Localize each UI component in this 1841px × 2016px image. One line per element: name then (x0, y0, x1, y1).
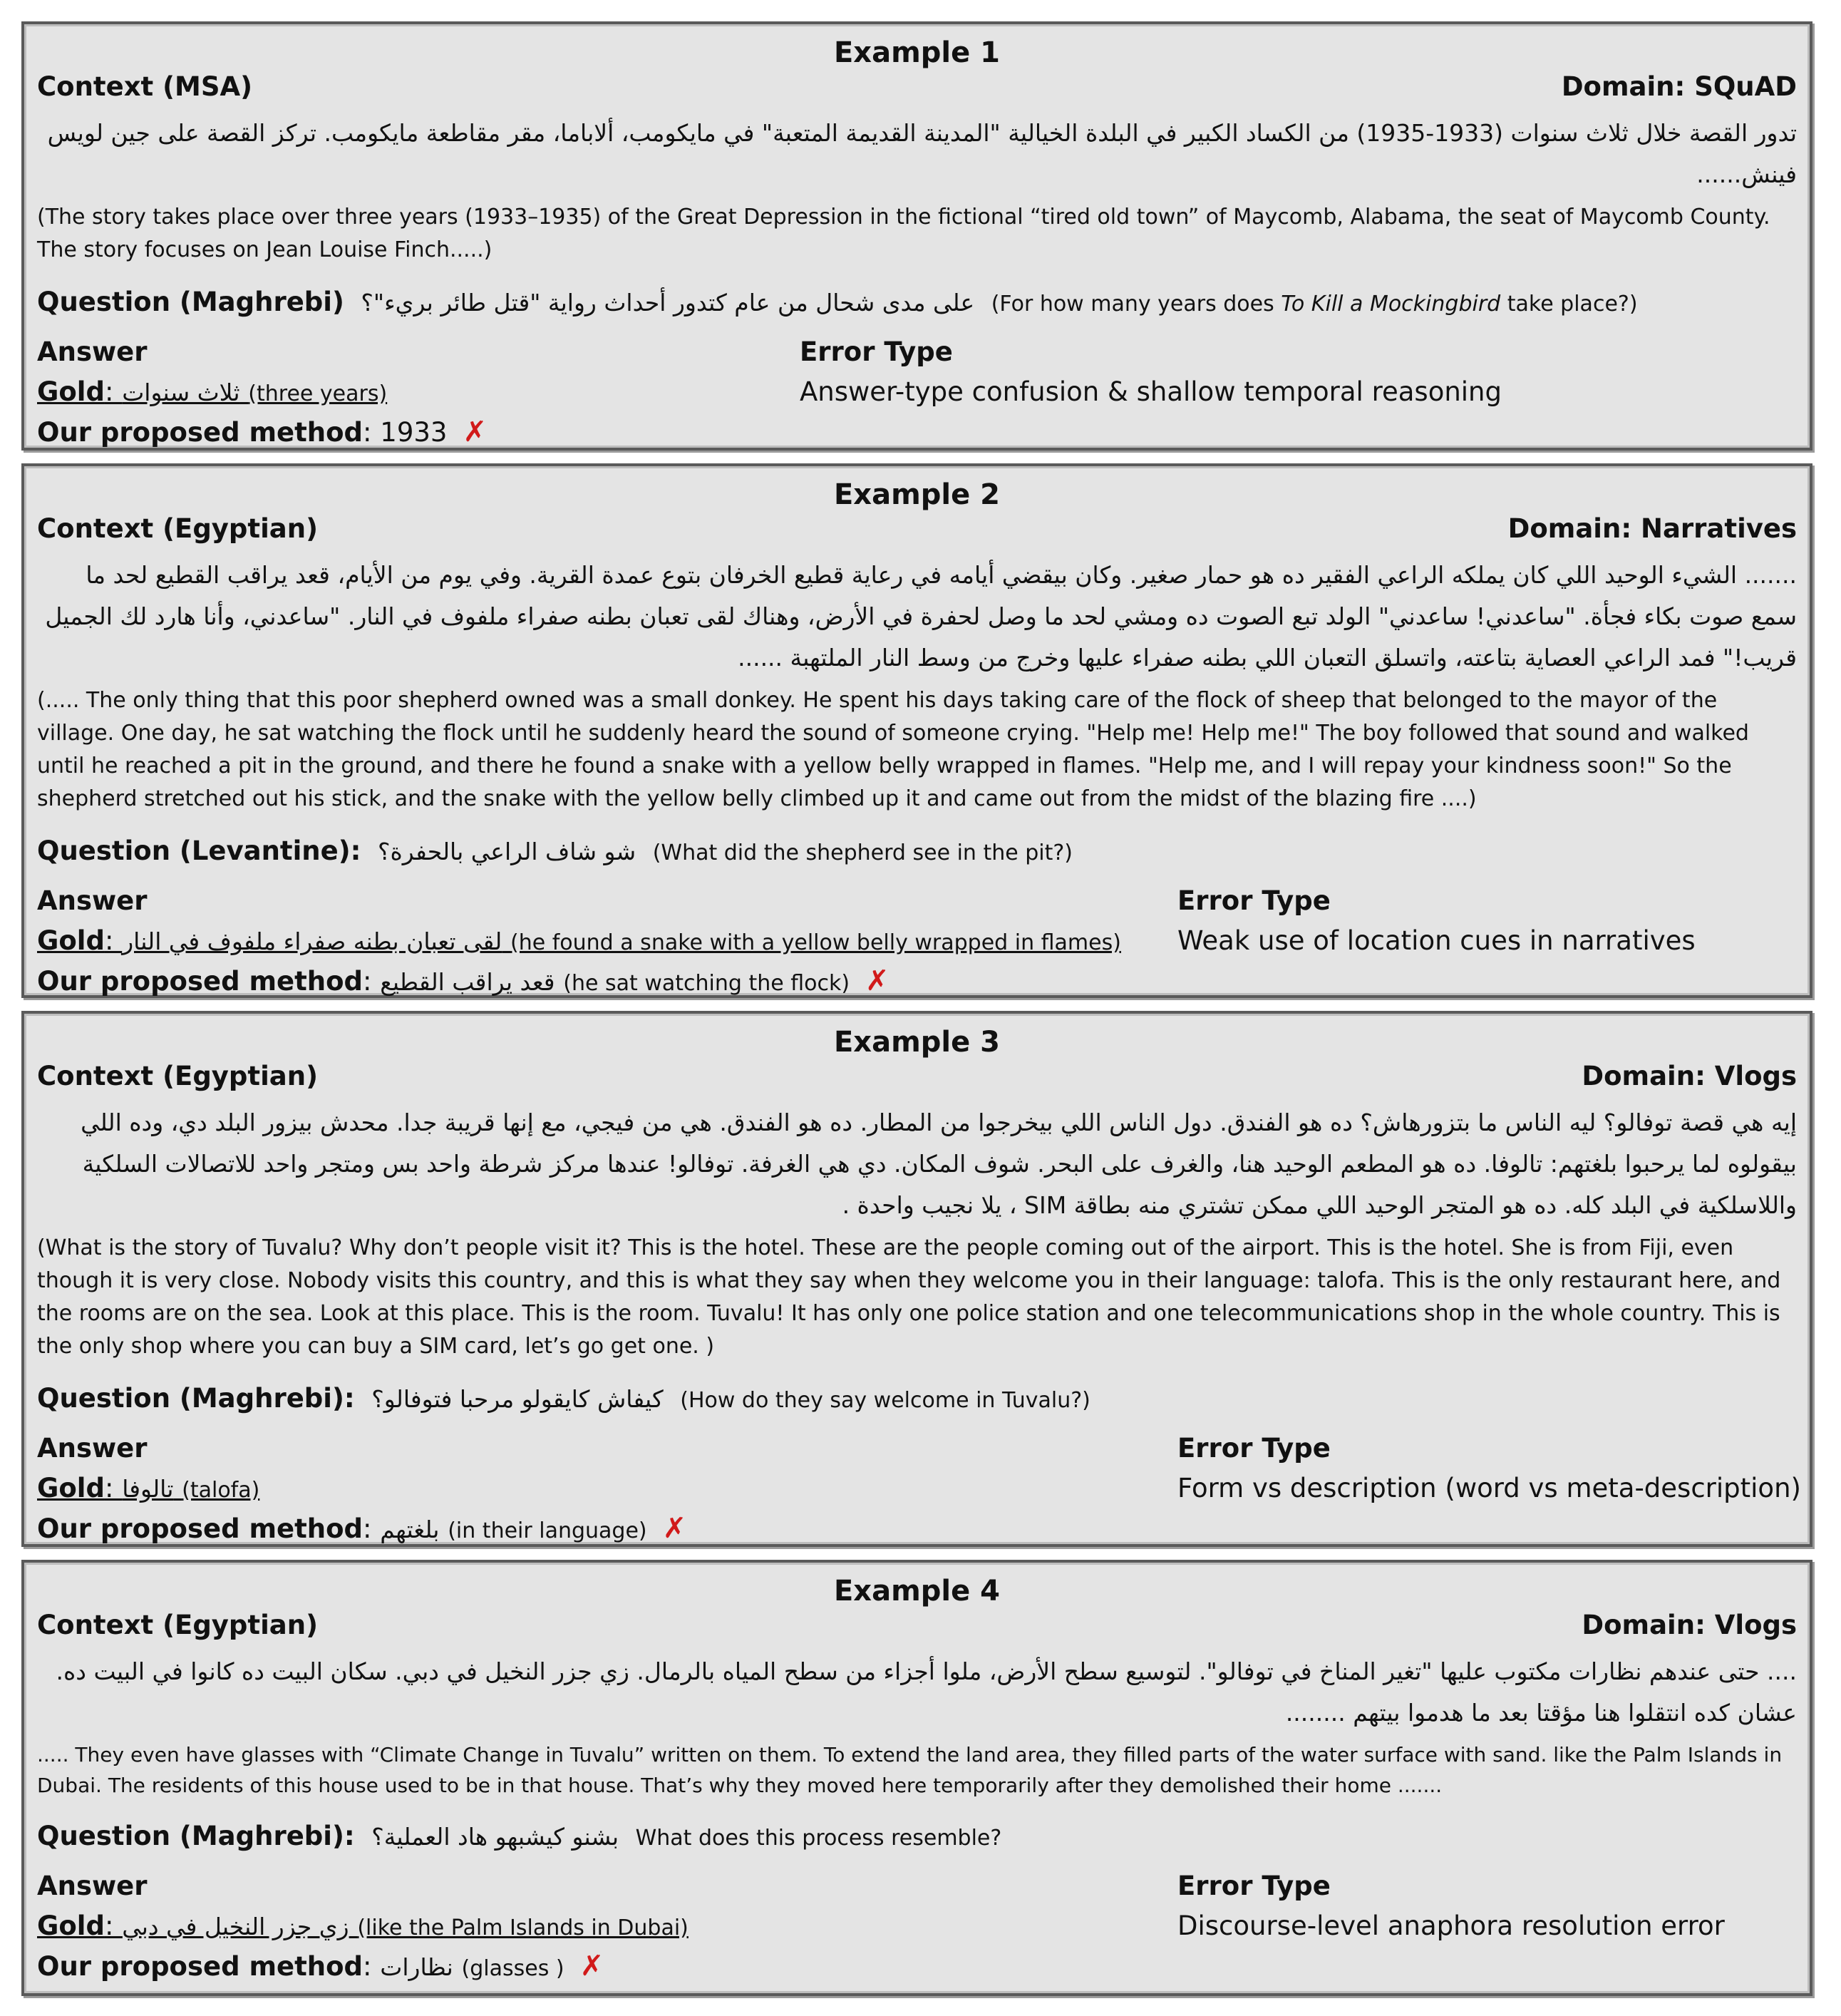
answer-block (37, 332, 1797, 453)
example-3-panel (21, 1011, 1812, 1547)
question-line (37, 282, 1797, 322)
arabic-context: ....... الشيء الوحيد اللي كان يملكه الراعي الفقير ده هو حمار صغير. وكان بيقضي أيامه في رعاية قطيع الخرفان بتوع عمدة القرية. وفي يوم من الأيام، قعد يراقب القطيع لحد ما سمع صوت بكاء فجأة. "ساعدني! ساعدني" الولد تبع الصوت ده ومشي لحد ما وصل لحفرة في الأرض، وهناك لقى تعبان بطنه صفراء ملفوف في النار. "ساعدني، وأنا هارد لك الجميل قريب!" فمد الراعي العصاية بتاعته، واتسلق التعبان اللي بطنه صفراء عليها وخرج من وسط النار الملتهبة ...... (45, 561, 1797, 672)
answer-block (37, 1429, 1801, 1550)
question-label: Question (Maghrebi) (37, 287, 344, 317)
example-2-panel (21, 463, 1812, 998)
question-label: Question (Maghrebi): (37, 1383, 355, 1414)
method-answer: Our proposed method: 1933 ✗ (37, 416, 487, 448)
context-label: Context (MSA) (37, 71, 253, 102)
example-title: Example 3 (833, 1026, 1001, 1059)
arabic-context: إيه هي قصة توفالو؟ ليه الناس ما بتزورهاش؟ ده هو الفندق. دول الناس اللي بيخرجوا من المطار. ده هو الفندق. هي من فيجي، مع إنها قريبة جدا. محدش بيزور البلد دي، وده اللي بيقولوه لما يرحبوا بلغتهم: تالوفا. ده هو المطعم الوحيد هنا، والغرف على البحر. شوف المكان. دي هي الغرفة. توفالو! عندها مركز شرطة واحد بس ومتجر واحد للاتصالات السلكية واللاسلكية في البلد كله. ده هو المتجر الوحيد اللي ممكن تشتري منه بطاقة SIM ، يلا نجيب واحدة . (81, 1109, 1797, 1219)
error-type-label: Error Type (1177, 1433, 1331, 1464)
gold-answer: Gold: لقى تعبان بطنه صفراء ملفوف في النار (he found a snake with a yellow belly wrapped in flames) (37, 925, 1121, 956)
method-answer: Our proposed method: نظارات (glasses ) ✗ (37, 1950, 604, 1982)
question-line (37, 1816, 1797, 1856)
question-line (37, 831, 1797, 871)
domain-label: Domain: Narratives (1507, 513, 1797, 544)
arabic-context: .... حتى عندهم نظارات مكتوب عليها "تغير المناخ في توفالو". لتوسيع سطح الأرض، ملوا أجزاء من سطح المياه بالرمال. زي جزر النخيل في دبي. سكان البيت ده كانوا في البيت ده. عشان كده انتقلوا هنا مؤقتا بعد ما هدموا بيتهم ........ (56, 1657, 1797, 1727)
english-translation: (What is the story of Tuvalu? Why don’t people visit it? This is the hotel. These are the people coming out of the airport. This is the hotel. She is from Fiji, even though it is very close. Nobody visits this country, and this is what they say when they welcome you in their language: talofa. This is the only restaurant here, and the rooms are on the sea. Look at this place. This is the room. Tuvalu! It has only one police station and one telecommunications shop in the whole country. This is the only shop where you can buy a SIM card, let’s go get one. ) (37, 1235, 1781, 1359)
question-arabic: شو شاف الراعي بالحفرة؟ (377, 838, 636, 865)
english-translation: (..... The only thing that this poor shepherd owned was a small donkey. He spent his days taking care of the flock of sheep that belonged to the mayor of the village. One day, he sat watching the flock until he suddenly heard the sound of someone crying. "Help me! Help me!" The boy followed that sound and walked until he reached a pit in the ground, and there he found a snake with a yellow belly wrapped in flames. "Help me, and I will repay your kindness soon!" So the shepherd stretched out his stick, and the snake with the yellow belly climbed up it and came out from the midst of the blazing fire ....) (37, 688, 1749, 811)
example-4-panel (21, 1560, 1812, 1996)
arabic-context: تدور القصة خلال ثلاث سنوات (1933-1935) من الكساد الكبير في البلدة الخيالية "المدينة القديمة المتعبة" في مايكومب، ألاباما، مقر مقاطعة مايكومب. تركز القصة على جين لويس فينش...... (47, 119, 1797, 188)
error-type-label: Error Type (800, 336, 953, 367)
question-english: (What did the shepherd see in the pit?) (652, 840, 1073, 865)
gold-answer: Gold: زي جزر النخيل في دبي (like the Palm Islands in Dubai) (37, 1910, 689, 1941)
domain-label: Domain: Vlogs (1582, 1061, 1797, 1091)
english-translation: (The story takes place over three years (1933–1935) of the Great Depression in the fictional “tired old town” of Maycomb, Alabama, the seat of Maycomb County. The story focuses on Jean Louise Finch.....) (37, 205, 1770, 262)
question-english: What does this process resemble? (635, 1826, 1002, 1851)
context-label: Context (Egyptian) (37, 513, 318, 544)
wrong-mark-icon: ✗ (463, 416, 487, 448)
error-type-value: Answer-type confusion & shallow temporal reasoning (800, 376, 1502, 407)
answer-block (37, 1866, 1797, 1987)
context-label: Context (Egyptian) (37, 1061, 318, 1091)
wrong-mark-icon: ✗ (579, 1950, 604, 1982)
error-type-value: Weak use of location cues in narratives (1177, 925, 1696, 956)
error-type-label: Error Type (1177, 885, 1331, 916)
error-type-value: Form vs description (word vs meta-description) (1177, 1473, 1801, 1503)
english-translation: ..... They even have glasses with “Climate Change in Tuvalu” written on them. To extend the land area, they filled parts of the water surface with sand. like the Palm Islands in Dubai. The residents of this house used to be in that house. That’s why they moved here temporarily after they demolished their home ....... (37, 1743, 1783, 1797)
question-english: (For how many years does To Kill a Mockingbird take place?) (991, 292, 1638, 317)
wrong-mark-icon: ✗ (865, 965, 889, 997)
method-answer: Our proposed method: قعد يراقب القطيع (he sat watching the flock) ✗ (37, 965, 889, 997)
error-type-value: Discourse-level anaphora resolution error (1177, 1910, 1725, 1941)
answer-label: Answer (37, 1871, 148, 1901)
example-1-panel (21, 21, 1812, 451)
question-arabic: كيفاش كايقولو مرحبا فتوفالو؟ (371, 1385, 664, 1413)
answer-label: Answer (37, 885, 148, 916)
error-type-label: Error Type (1177, 1871, 1331, 1901)
question-label: Question (Maghrebi): (37, 1821, 355, 1851)
question-arabic: على مدى شحال من عام كتدور أحداث رواية "قتل طائر بريء"؟ (361, 289, 975, 317)
example-title: Example 4 (833, 1575, 1001, 1608)
gold-answer: Gold: تالوفا (talofa) (37, 1473, 260, 1503)
question-english: (How do they say welcome in Tuvalu?) (680, 1388, 1090, 1413)
answer-label: Answer (37, 336, 148, 367)
answer-label: Answer (37, 1433, 148, 1464)
wrong-mark-icon: ✗ (662, 1512, 687, 1545)
domain-label: Domain: SQuAD (1561, 71, 1797, 102)
question-label: Question (Levantine): (37, 835, 361, 866)
answer-block (37, 881, 1797, 1002)
gold-answer: Gold: ثلاث سنوات (three years) (37, 376, 388, 407)
context-label: Context (Egyptian) (37, 1610, 318, 1640)
example-title: Example 2 (833, 478, 1001, 511)
example-title: Example 1 (833, 36, 1001, 69)
question-line (37, 1379, 1797, 1419)
question-arabic: بشنو كيشبهو هاد العملية؟ (371, 1823, 619, 1851)
domain-label: Domain: Vlogs (1582, 1610, 1797, 1640)
method-answer: Our proposed method: بلغتهم (in their language) ✗ (37, 1512, 687, 1545)
